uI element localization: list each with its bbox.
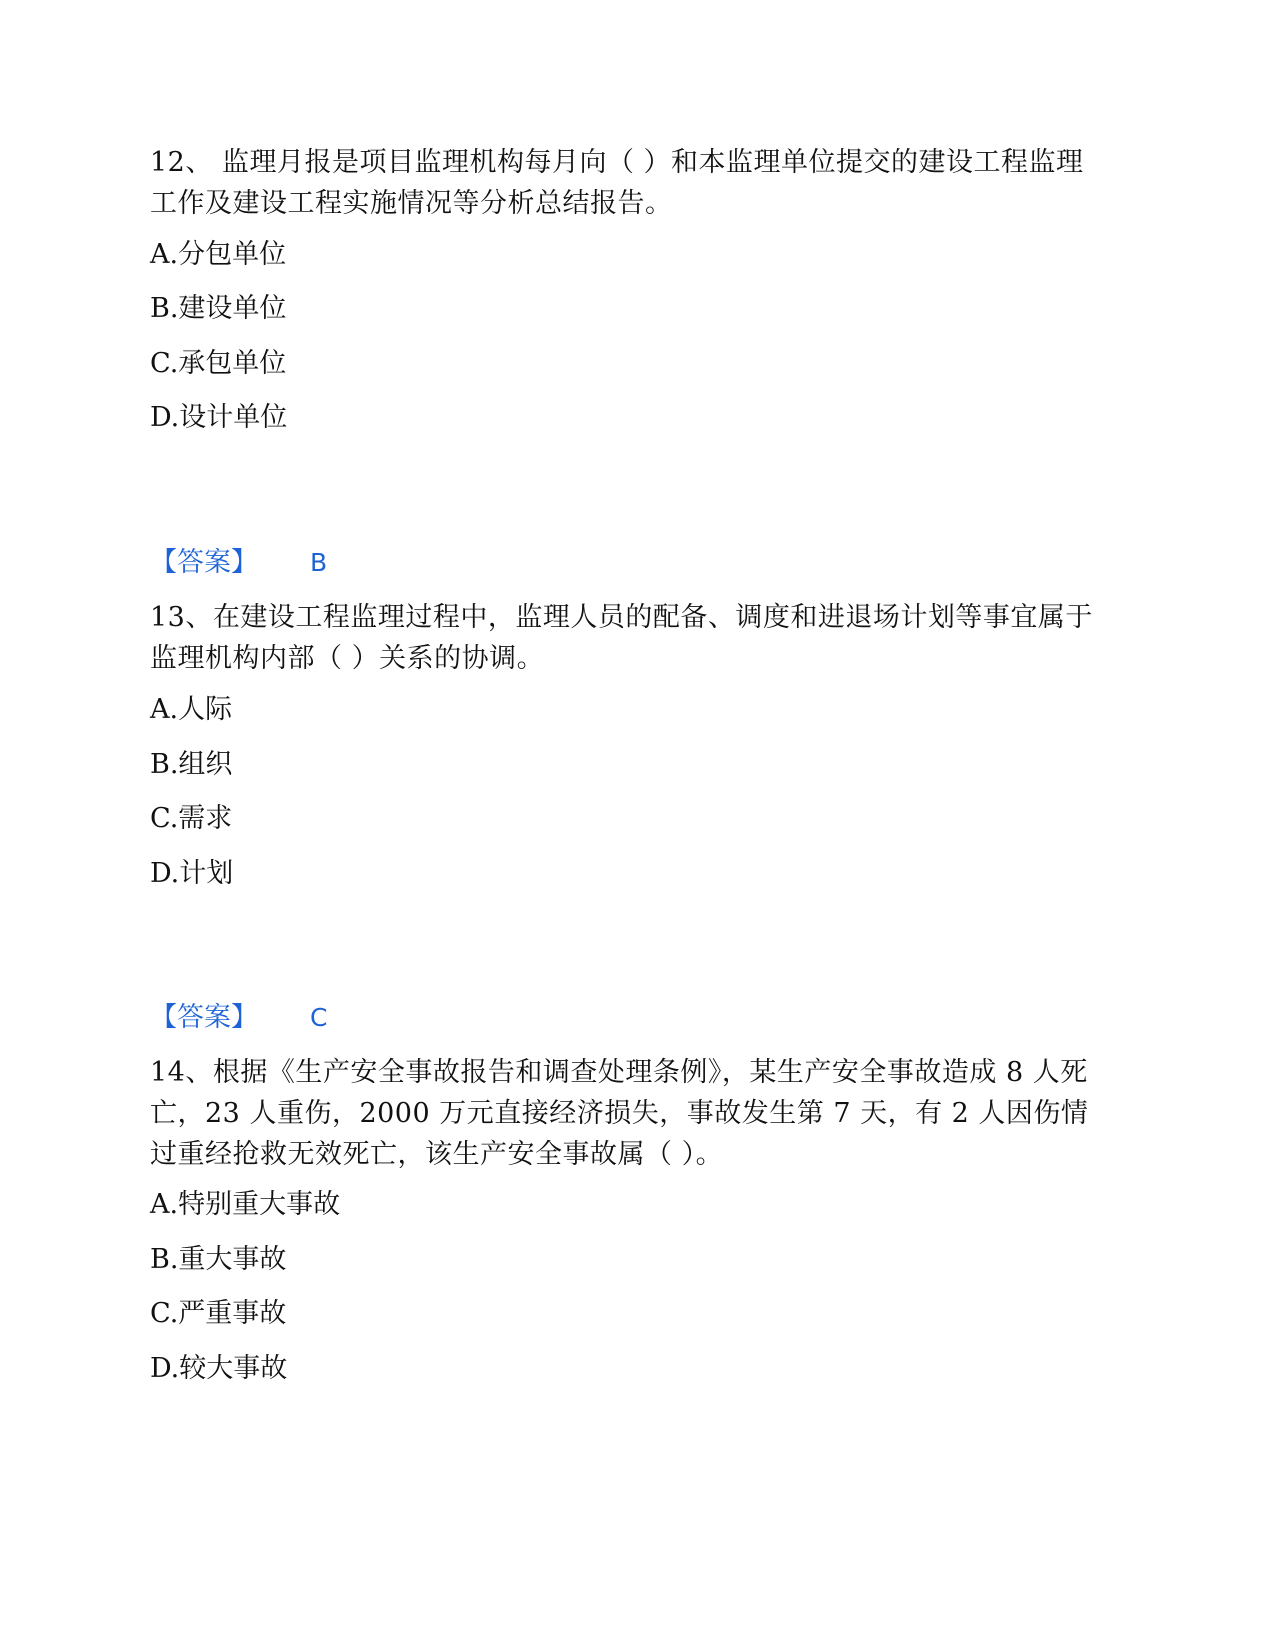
- question-13-option-c: C.需求: [150, 803, 233, 834]
- question-14-stem: 14、根据《生产安全事故报告和调查处理条例》，某生产安全事故造成 8 人死亡，23 人重伤，2000 万元直接经济损失，事故发生第 7 天，有 2 人因伤情过重经抢救无效死亡，该生产安全事故属（ ）。: [150, 1057, 1089, 1170]
- question-12-option-a: A.分包单位: [150, 239, 287, 270]
- question-14-option-a: A.特别重大事故: [150, 1189, 341, 1220]
- question-12-option-b: B.建设单位: [150, 293, 287, 324]
- question-12-option-c: C.承包单位: [150, 348, 287, 379]
- answer-value: B: [310, 548, 328, 577]
- answer-label: 【答案】: [150, 1002, 258, 1033]
- question-13-option-d: D.计划: [150, 858, 234, 889]
- question-14-option-b: B.重大事故: [150, 1244, 287, 1275]
- question-12-stem: 12、 监理月报是项目监理机构每月向（ ）和本监理单位提交的建设工程监理工作及建设工程实施情况等分析总结报告。: [150, 147, 1084, 219]
- question-13-stem: 13、在建设工程监理过程中，监理人员的配备、调度和进退场计划等事宜属于监理机构内部（ ）关系的协调。: [150, 602, 1093, 674]
- question-14-option-c: C.严重事故: [150, 1298, 287, 1329]
- question-12-option-d: D.设计单位: [150, 402, 288, 433]
- question-13-option-a: A.人际: [150, 694, 233, 725]
- question-13-option-b: B.组织: [150, 749, 233, 780]
- question-14-option-d: D.较大事故: [150, 1353, 288, 1384]
- answer-value: C: [310, 1003, 328, 1032]
- answer-label: 【答案】: [150, 547, 258, 578]
- question-13-answer: [150, 1000, 327, 1036]
- question-12-answer: [150, 545, 327, 581]
